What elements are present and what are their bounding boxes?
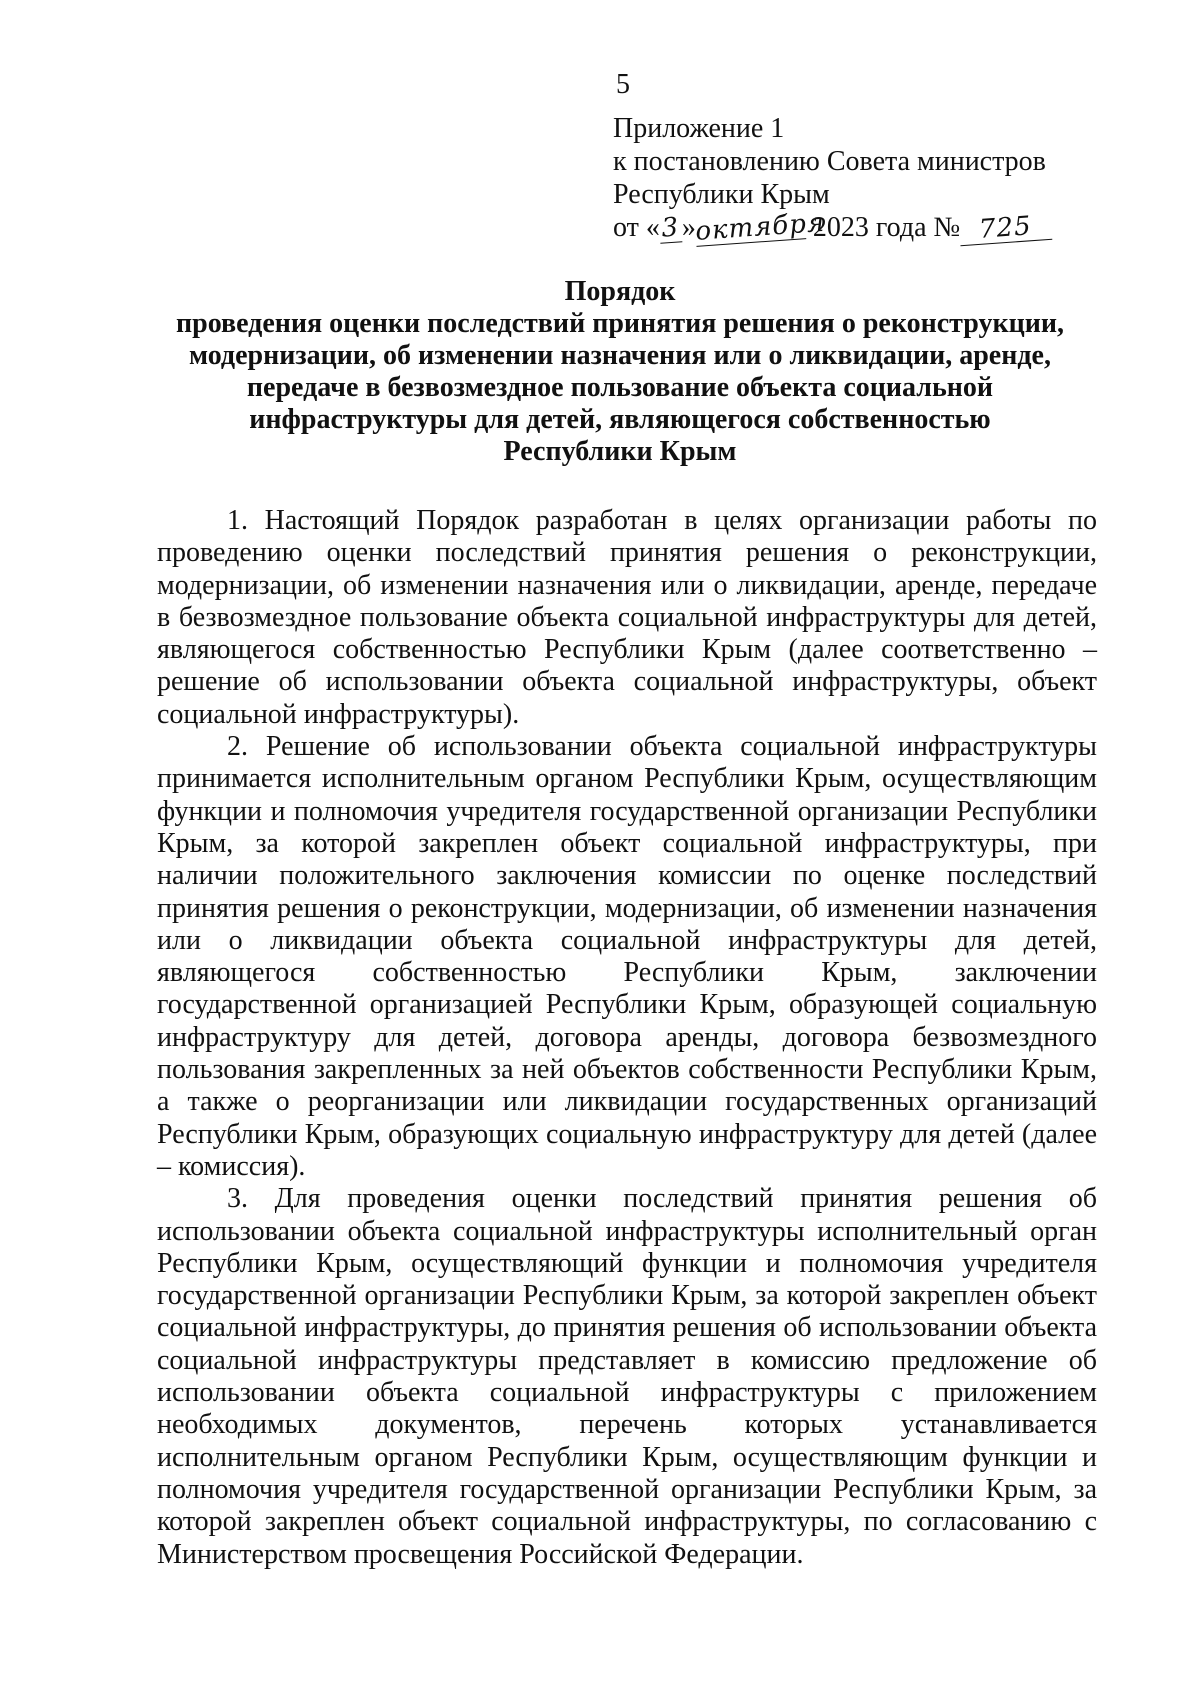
- title-line: проведения оценки последствий принятия решения о реконструкции,: [175, 308, 1064, 339]
- page-number: 5: [616, 69, 630, 100]
- appendix-title: Приложение 1: [613, 113, 785, 144]
- paragraph-3: 3. Для проведения оценки последствий принятия решения об использовании объекта социальной инфраструктуры исполнительный орган Республики Крым, осуществляющий функции и полномочия учредителя государственной организации Республики Крым, за которой закреплен объект социальной инфраструктуры, до принятия решения об использовании объекта социальной инфраструктуры представляет в комиссию предложение об использовании объекта социальной инфраструктуры с приложением необходимых документов, перечень которых устанавливается исполнительным органом Республики Крым, осуществляющим функции и полномочия учредителя государственной организации Республики Крым, за которой закреплен объект социальной инфраструктуры, по согласованию с Министерством просвещения Российской Федерации.: [157, 1183, 1097, 1570]
- date-prefix: от «: [613, 212, 660, 243]
- document-body: [157, 505, 1097, 1571]
- appendix-reference: к постановлению Совета министров: [613, 146, 1046, 177]
- title-line: модернизации, об изменении назначения или о ликвидации, аренде,: [189, 340, 1051, 371]
- handwritten-month: октября: [694, 207, 826, 247]
- date-year: 2023 года №: [812, 212, 961, 243]
- appendix-block: [613, 112, 1052, 247]
- appendix-republic: Республики Крым: [613, 179, 830, 210]
- title-line: Порядок: [564, 276, 676, 307]
- date-mid: »: [681, 212, 696, 243]
- document-title: [150, 276, 1090, 468]
- paragraph-1: 1. Настоящий Порядок разработан в целях организации работы по проведению оценки последствий принятия решения о реконструкции, модернизации, об изменении назначения или о ликвидации, аренде, передаче в безвозмездное пользование объекта социальной инфраструктуры для детей, являющегося собственностью Республики Крым (далее соответственно – решение об использовании объекта социальной инфраструктуры, объект социальной инфраструктуры).: [157, 505, 1097, 730]
- title-line: Республики Крым: [503, 436, 737, 467]
- handwritten-day: 3: [658, 213, 682, 243]
- paragraph-2: 2. Решение об использовании объекта социальной инфраструктуры принимается исполнительным органом Республики Крым, осуществляющим функции и полномочия учредителя государственной организации Республики Крым, за которой закреплен объект социальной инфраструктуры, при наличии положительного заключения комиссии по оценке последствий принятия решения о реконструкции, модернизации, об изменении назначения или о ликвидации объекта социальной инфраструктуры для детей, являющегося собственностью Республики Крым, заключении государственной организацией Республики Крым, образующей социальную инфраструктуру для детей, договора аренды, договора безвозмездного пользования закрепленных за ней объектов собственности Республики Крым, а также о реорганизации или ликвидации государственных организаций Республики Крым, образующих социальную инфраструктуру для детей (далее – комиссия).: [157, 731, 1097, 1182]
- title-line: передаче в безвозмездное пользование объекта социальной: [246, 372, 994, 403]
- handwritten-doc-number: 725: [959, 211, 1053, 246]
- appendix-date-line: [613, 207, 1052, 247]
- title-line: инфраструктуры для детей, являющегося собственностью: [249, 404, 991, 435]
